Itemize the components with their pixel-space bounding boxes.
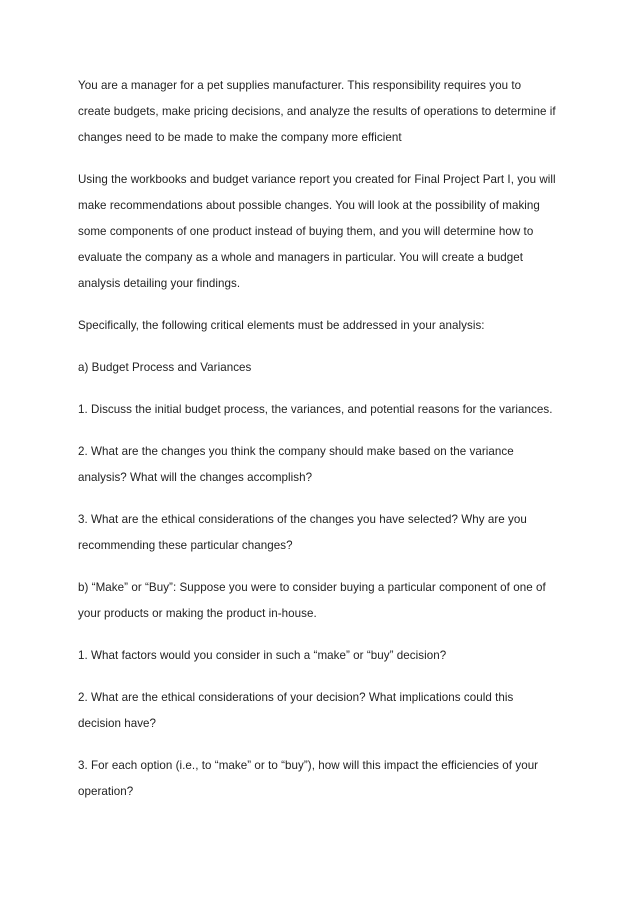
section-heading-budget: a) Budget Process and Variances bbox=[78, 361, 252, 374]
budget-question-1: 1. Discuss the initial budget process, the variances, and potential reasons for the variances. bbox=[78, 403, 553, 416]
document-body bbox=[78, 73, 578, 821]
make-buy-question-2: 2. What are the ethical considerations of your decision? What implications could this decision have? bbox=[78, 691, 514, 730]
make-buy-question-1: 1. What factors would you consider in such a “make” or “buy” decision? bbox=[78, 649, 447, 662]
critical-elements-intro: Specifically, the following critical elements must be addressed in your analysis: bbox=[78, 319, 485, 332]
budget-question-3: 3. What are the ethical considerations of the changes you have selected? Why are you recommending these particular changes? bbox=[78, 513, 527, 552]
section-heading-make-buy: b) “Make” or “Buy”: Suppose you were to consider buying a particular component of one of your products or making the product in-house. bbox=[78, 581, 546, 620]
context-paragraph: Using the workbooks and budget variance report you created for Final Project Part I, you will make recommendations about possible changes. You will look at the possibility of making some components of one product instead of buying them, and you will determine how to evaluate the company as a whole and managers in particular. You will create a budget analysis detailing your findings. bbox=[78, 173, 556, 290]
make-buy-question-3: 3. For each option (i.e., to “make” or to “buy”), how will this impact the efficiencies of your operation? bbox=[78, 759, 539, 798]
intro-paragraph: You are a manager for a pet supplies manufacturer. This responsibility requires you to create budgets, make pricing decisions, and analyze the results of operations to determine if changes need to be made to make the company more efficient bbox=[78, 79, 556, 144]
budget-question-2: 2. What are the changes you think the company should make based on the variance analysis? What will the changes accomplish? bbox=[78, 445, 514, 484]
